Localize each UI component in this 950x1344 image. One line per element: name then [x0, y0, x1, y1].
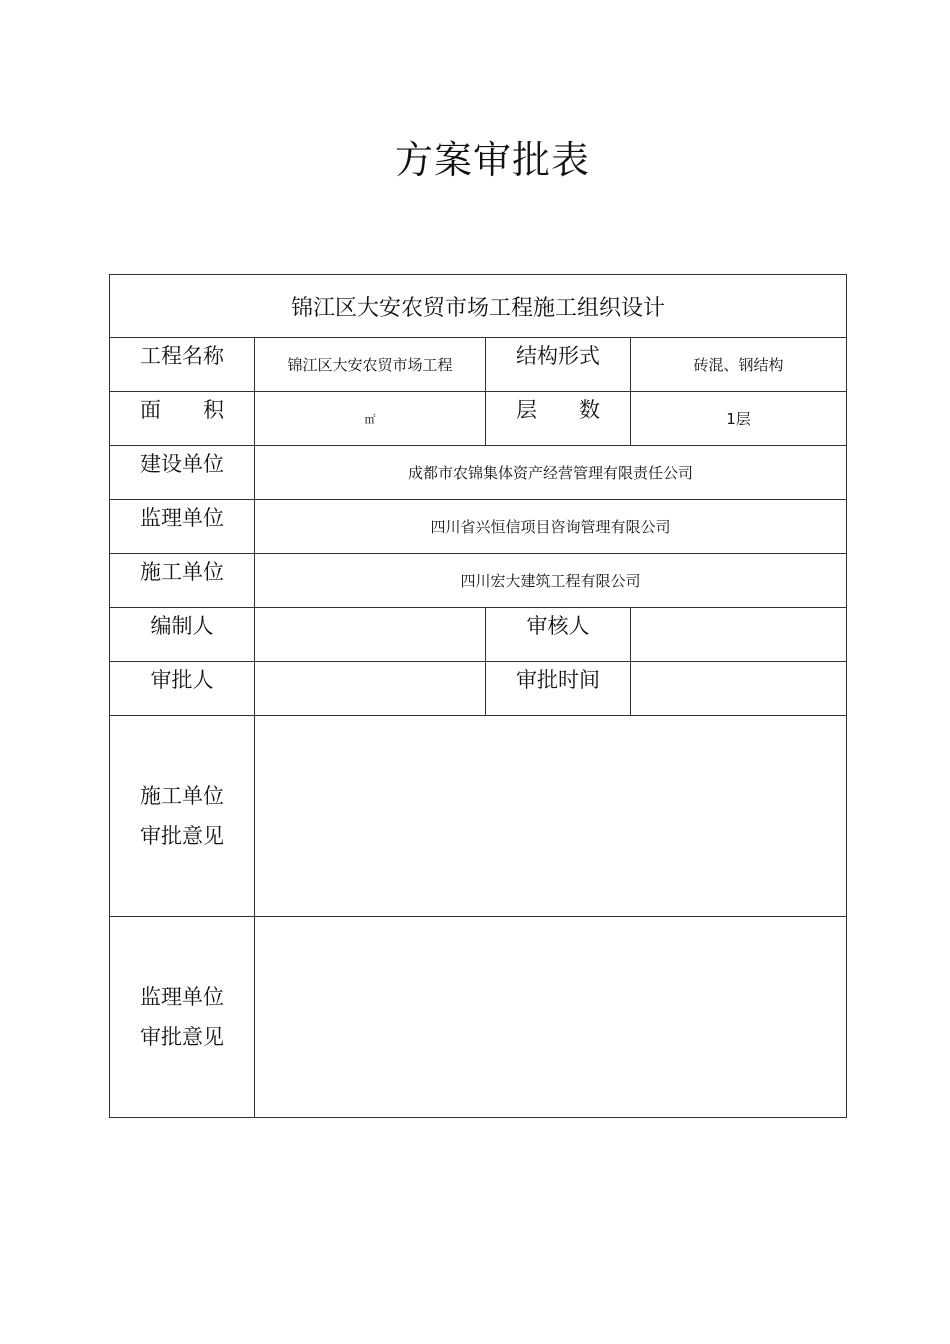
floors-label [486, 392, 631, 446]
contractor-opinion-label [110, 716, 255, 917]
contractor-opinion-label-line2: 审批意见 [140, 824, 224, 848]
reviewer-value[interactable] [631, 608, 847, 662]
compiler-row [110, 608, 847, 662]
approver-value[interactable] [255, 662, 486, 716]
approval-time-value[interactable] [631, 662, 847, 716]
contractor-label: 施工单位 [110, 554, 255, 608]
contractor-opinion-row [110, 716, 847, 917]
supervisor-opinion-label-line1: 监理单位 [140, 985, 224, 1009]
supervisor-opinion-row [110, 917, 847, 1118]
approver-row [110, 662, 847, 716]
structure-label: 结构形式 [486, 338, 631, 392]
approval-form-table [109, 274, 847, 1118]
structure-value: 砖混、钢结构 [631, 338, 847, 392]
floors-label-char-1: 层 [516, 398, 537, 422]
builder-value: 成都市农锦集体资产经营管理有限责任公司 [255, 446, 847, 500]
builder-label: 建设单位 [110, 446, 255, 500]
floors-label-char-2: 数 [579, 398, 600, 422]
compiler-label: 编制人 [110, 608, 255, 662]
reviewer-label: 审核人 [486, 608, 631, 662]
area-label-char-1: 面 [140, 398, 161, 422]
area-row [110, 392, 847, 446]
builder-row [110, 446, 847, 500]
project-title: 锦江区大安农贸市场工程施工组织设计 [110, 275, 847, 338]
project-name-value: 锦江区大安农贸市场工程 [255, 338, 486, 392]
supervisor-opinion-label [110, 917, 255, 1118]
supervisor-value: 四川省兴恒信项目咨询管理有限公司 [255, 500, 847, 554]
approval-time-label: 审批时间 [486, 662, 631, 716]
area-label-char-2: 积 [203, 398, 224, 422]
contractor-opinion-label-line1: 施工单位 [140, 784, 224, 808]
supervisor-opinion-field[interactable] [255, 917, 847, 1118]
area-label [110, 392, 255, 446]
contractor-value: 四川宏大建筑工程有限公司 [255, 554, 847, 608]
floors-value: 1层 [631, 392, 847, 446]
supervisor-row [110, 500, 847, 554]
contractor-row [110, 554, 847, 608]
project-name-label: 工程名称 [110, 338, 255, 392]
contractor-opinion-field[interactable] [255, 716, 847, 917]
supervisor-label: 监理单位 [110, 500, 255, 554]
project-name-row [110, 338, 847, 392]
project-title-row [110, 275, 847, 338]
page-title: 方案审批表 [394, 138, 590, 182]
area-value: ㎡ [255, 392, 486, 446]
supervisor-opinion-label-line2: 审批意见 [140, 1025, 224, 1049]
approver-label: 审批人 [110, 662, 255, 716]
compiler-value[interactable] [255, 608, 486, 662]
